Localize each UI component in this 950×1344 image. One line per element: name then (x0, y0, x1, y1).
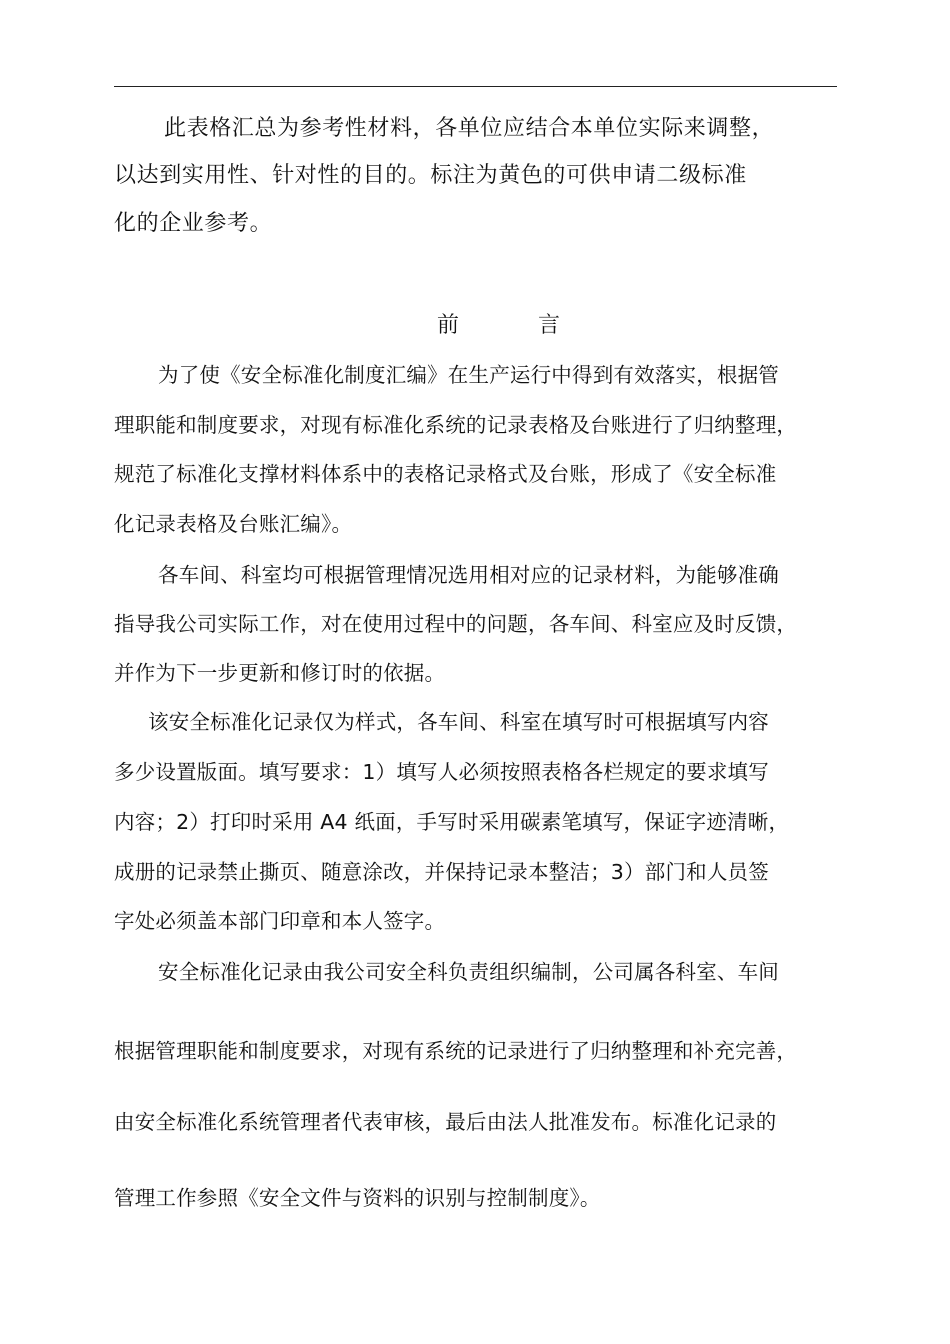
paragraph-2-line-2: 指导我公司实际工作，对在使用过程中的问题，各车间、科室应及时反馈， (114, 612, 798, 636)
intro-line-2: 以达到实用性、针对性的目的。标注为黄色的可供申请二级标准 (114, 163, 747, 188)
paragraph-4-line-3: 由安全标准化系统管理者代表审核，最后由法人批准发布。标准化记录的 (114, 1110, 777, 1134)
paragraph-4-line-4: 管理工作参照《安全文件与资料的识别与控制制度》。 (114, 1186, 601, 1210)
paragraph-1-line-4: 化记录表格及台账汇编》。 (114, 512, 353, 536)
preface-title-char-2: 言 (538, 313, 561, 338)
preface-title-char-1: 前 (437, 313, 460, 338)
paragraph-3-line-3: 内容；2）打印时采用 A4 纸面，手写时采用碳素笔填写，保证字迹清晰， (114, 810, 790, 834)
paragraph-4-line-1: 安全标准化记录由我公司安全科负责组织编制，公司属各科室、车间 (158, 960, 779, 984)
paragraph-4-line-2: 根据管理职能和制度要求，对现有系统的记录进行了归纳整理和补充完善， (114, 1039, 798, 1063)
paragraph-3-line-4: 成册的记录禁止撕页、随意涂改，并保持记录本整洁；3）部门和人员签 (114, 860, 769, 884)
paragraph-3-line-2: 多少设置版面。填写要求：1）填写人必须按照表格各栏规定的要求填写 (114, 760, 769, 784)
intro-line-3: 化的企业参考。 (114, 211, 273, 236)
paragraph-1-line-3: 规范了标准化支撑材料体系中的表格记录格式及台账，形成了《安全标准 (114, 462, 777, 486)
paragraph-2-line-3: 并作为下一步更新和修订时的依据。 (114, 661, 446, 685)
paragraph-3-line-5: 字处必须盖本部门印章和本人签字。 (114, 909, 446, 933)
paragraph-1-line-1: 为了使《安全标准化制度汇编》在生产运行中得到有效落实，根据管 (158, 363, 779, 387)
paragraph-1-line-2: 理职能和制度要求，对现有标准化系统的记录表格及台账进行了归纳整理， (114, 413, 798, 437)
paragraph-2-line-1: 各车间、科室均可根据管理情况选用相对应的记录材料，为能够准确 (158, 563, 779, 587)
paragraph-3-line-1: 该安全标准化记录仅为样式，各车间、科室在填写时可根据填写内容 (148, 710, 769, 734)
intro-line-1: 此表格汇总为参考性材料，各单位应结合本单位实际来调整， (164, 116, 775, 141)
header-rule (114, 86, 837, 87)
